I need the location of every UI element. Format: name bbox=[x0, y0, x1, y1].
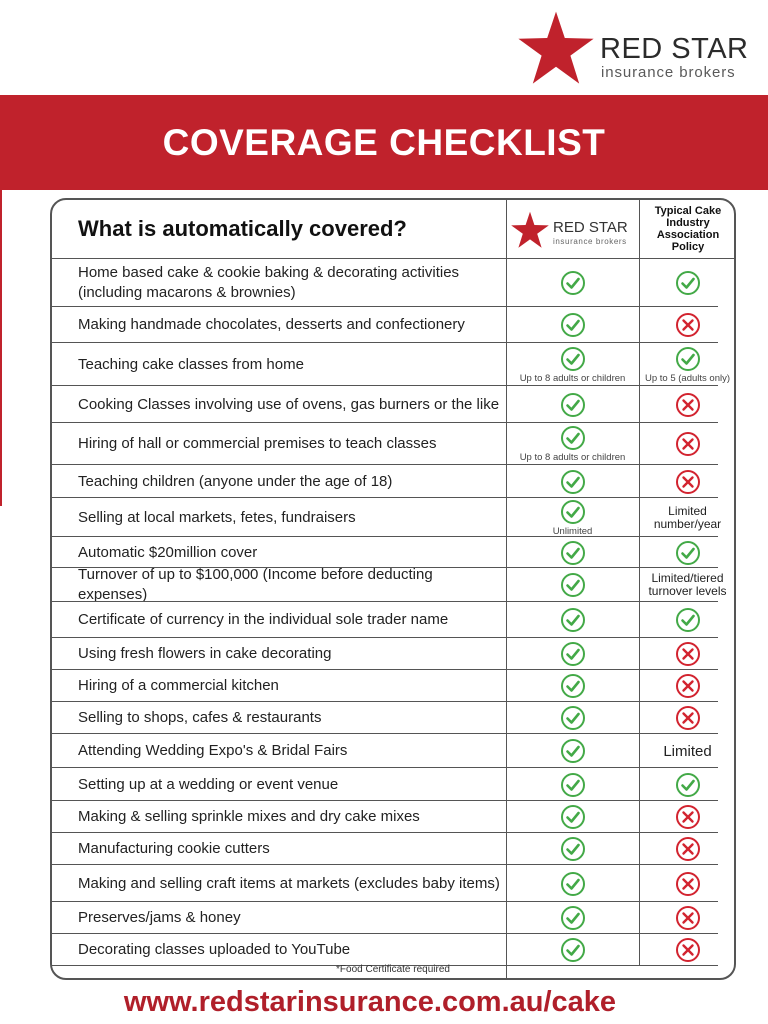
header-red-star-logo bbox=[506, 200, 640, 258]
check-icon bbox=[560, 937, 586, 963]
check-icon bbox=[675, 346, 701, 372]
typical-policy-header: Typical Cake Industry Association Policy bbox=[654, 205, 722, 253]
typical-policy-cell bbox=[639, 568, 736, 602]
row-label: Home based cake & cookie baking & decorating activities (including macarons & brownies) bbox=[78, 263, 460, 301]
typical-policy-cell bbox=[639, 638, 736, 670]
row-label: Setting up at a wedding or event venue bbox=[78, 775, 339, 793]
coverage-table bbox=[50, 198, 736, 980]
cross-icon bbox=[675, 836, 701, 862]
red-star-cell bbox=[506, 734, 639, 768]
logo-brand-name: RED STAR bbox=[600, 33, 749, 65]
check-icon bbox=[560, 673, 586, 699]
cross-icon bbox=[675, 312, 701, 338]
cross-icon bbox=[675, 937, 701, 963]
red-star-cell bbox=[506, 307, 639, 343]
row-label: Making handmade chocolates, desserts and confectionery bbox=[78, 316, 465, 333]
typical-policy-cell bbox=[639, 465, 736, 498]
typical-policy-text: Limited/tiered turnover levels bbox=[648, 571, 727, 598]
table-row bbox=[52, 343, 734, 386]
table-row bbox=[52, 568, 734, 602]
typical-policy-cell bbox=[639, 801, 736, 833]
page-title: COVERAGE CHECKLIST bbox=[162, 121, 606, 163]
typical-policy-cell bbox=[639, 307, 736, 343]
website-url[interactable]: www.redstarinsurance.com.au/cake bbox=[123, 986, 617, 1018]
check-icon bbox=[675, 270, 701, 296]
cross-icon bbox=[675, 905, 701, 931]
typical-policy-note: Up to 5 (adults only) bbox=[644, 372, 730, 384]
check-icon bbox=[560, 641, 586, 667]
check-icon bbox=[560, 540, 586, 566]
typical-policy-cell bbox=[639, 602, 736, 638]
red-star-cell bbox=[506, 768, 639, 801]
row-label: Selling at local markets, fetes, fundraisers bbox=[78, 508, 356, 526]
check-icon bbox=[560, 425, 586, 451]
check-icon bbox=[675, 540, 701, 566]
red-star-cell bbox=[506, 702, 639, 734]
header-brand-name: RED STAR bbox=[553, 219, 628, 236]
table-row bbox=[52, 702, 734, 734]
footnote: *Food Certificate required bbox=[336, 964, 450, 975]
table-row bbox=[52, 465, 734, 498]
check-icon bbox=[560, 705, 586, 731]
red-star-cell bbox=[506, 833, 639, 865]
table-row bbox=[52, 498, 734, 537]
table-row bbox=[52, 768, 734, 801]
cross-icon bbox=[675, 804, 701, 830]
row-label: Decorating classes uploaded to YouTube bbox=[78, 941, 351, 958]
check-icon bbox=[560, 270, 586, 296]
row-label: Attending Wedding Expo's & Bridal Fairs bbox=[78, 742, 348, 759]
row-label: Certificate of currency in the individual sole trader name bbox=[78, 611, 449, 628]
red-star-note: Up to 8 adults or children bbox=[519, 452, 626, 463]
red-star-cell bbox=[506, 258, 639, 307]
row-label: Using fresh flowers in cake decorating bbox=[78, 645, 332, 662]
cross-icon bbox=[675, 705, 701, 731]
accent-bar bbox=[0, 190, 2, 506]
row-label: Turnover of up to $100,000 (Income before deducting expenses) bbox=[78, 566, 433, 603]
table-row bbox=[52, 307, 734, 343]
table-row bbox=[52, 386, 734, 423]
cross-icon bbox=[675, 431, 701, 457]
table-row bbox=[52, 833, 734, 865]
table-row bbox=[52, 423, 734, 465]
typical-policy-cell bbox=[639, 537, 736, 568]
check-icon bbox=[560, 871, 586, 897]
check-icon bbox=[560, 804, 586, 830]
row-label: Manufacturing cookie cutters bbox=[78, 840, 270, 857]
typical-policy-text: Limited bbox=[663, 742, 712, 760]
typical-policy-cell bbox=[639, 768, 736, 801]
typical-policy-cell bbox=[639, 670, 736, 702]
check-icon bbox=[560, 772, 586, 798]
red-star-logo bbox=[512, 8, 762, 86]
red-star-cell bbox=[506, 602, 639, 638]
table-row bbox=[52, 602, 734, 638]
logo-tagline: insurance brokers bbox=[601, 64, 736, 81]
check-icon bbox=[675, 607, 701, 633]
row-label: Making and selling craft items at markets (excludes baby items) bbox=[78, 874, 500, 892]
red-star-cell bbox=[506, 568, 639, 602]
table-row bbox=[52, 537, 734, 568]
typical-policy-cell bbox=[639, 702, 736, 734]
red-star-cell bbox=[506, 423, 639, 465]
typical-policy-cell bbox=[639, 865, 736, 902]
star-icon bbox=[516, 10, 596, 86]
table-row bbox=[52, 670, 734, 702]
check-icon bbox=[560, 312, 586, 338]
row-label: Teaching cake classes from home bbox=[78, 355, 304, 373]
check-icon bbox=[560, 469, 586, 495]
table-header bbox=[52, 200, 734, 259]
typical-policy-cell bbox=[639, 423, 736, 465]
row-label: Making & selling sprinkle mixes and dry cake mixes bbox=[78, 808, 420, 825]
check-icon bbox=[675, 772, 701, 798]
row-label: Teaching children (anyone under the age of 18) bbox=[78, 472, 393, 490]
table-row bbox=[52, 258, 734, 307]
red-star-cell bbox=[506, 638, 639, 670]
red-star-cell bbox=[506, 801, 639, 833]
red-star-note: Unlimited bbox=[552, 525, 593, 537]
typical-policy-cell bbox=[639, 498, 736, 537]
table-row bbox=[52, 734, 734, 768]
table-row bbox=[52, 801, 734, 833]
row-label: Automatic $20million cover bbox=[78, 543, 258, 561]
row-label: Hiring of a commercial kitchen bbox=[78, 677, 279, 694]
red-star-cell bbox=[506, 537, 639, 568]
cross-icon bbox=[675, 673, 701, 699]
title-banner bbox=[0, 95, 768, 190]
table-row bbox=[52, 865, 734, 902]
cross-icon bbox=[675, 871, 701, 897]
check-icon bbox=[560, 738, 586, 764]
typical-policy-text: Limited number/year bbox=[653, 503, 722, 531]
typical-policy-cell bbox=[639, 934, 736, 966]
header-brand-tagline: insurance brokers bbox=[553, 237, 627, 246]
check-icon bbox=[560, 572, 586, 598]
red-star-cell bbox=[506, 343, 639, 386]
check-icon bbox=[560, 346, 586, 372]
check-icon bbox=[560, 607, 586, 633]
red-star-cell bbox=[506, 934, 639, 966]
star-icon bbox=[510, 211, 550, 249]
check-icon bbox=[560, 392, 586, 418]
cross-icon bbox=[675, 641, 701, 667]
check-icon bbox=[560, 905, 586, 931]
row-label: Preserves/jams & honey bbox=[78, 909, 241, 926]
table-question: What is automatically covered? bbox=[78, 216, 407, 241]
red-star-cell bbox=[506, 865, 639, 902]
table-row bbox=[52, 902, 734, 934]
cross-icon bbox=[675, 469, 701, 495]
typical-policy-cell bbox=[639, 386, 736, 423]
check-icon bbox=[560, 499, 586, 525]
red-star-cell bbox=[506, 498, 639, 537]
row-label: Cooking Classes involving use of ovens, gas burners or the like bbox=[78, 395, 500, 413]
red-star-cell bbox=[506, 465, 639, 498]
typical-policy-cell bbox=[639, 734, 736, 768]
red-star-note: Up to 8 adults or children bbox=[519, 372, 626, 384]
typical-policy-cell bbox=[639, 258, 736, 307]
check-icon bbox=[560, 836, 586, 862]
typical-policy-cell bbox=[639, 343, 736, 386]
row-label: Hiring of hall or commercial premises to teach classes bbox=[78, 435, 437, 452]
cross-icon bbox=[675, 392, 701, 418]
row-label: Selling to shops, cafes & restaurants bbox=[78, 709, 322, 726]
red-star-cell bbox=[506, 386, 639, 423]
red-star-cell bbox=[506, 670, 639, 702]
typical-policy-cell bbox=[639, 833, 736, 865]
red-star-cell bbox=[506, 902, 639, 934]
table-row bbox=[52, 934, 734, 966]
table-row bbox=[52, 638, 734, 670]
typical-policy-cell bbox=[639, 902, 736, 934]
